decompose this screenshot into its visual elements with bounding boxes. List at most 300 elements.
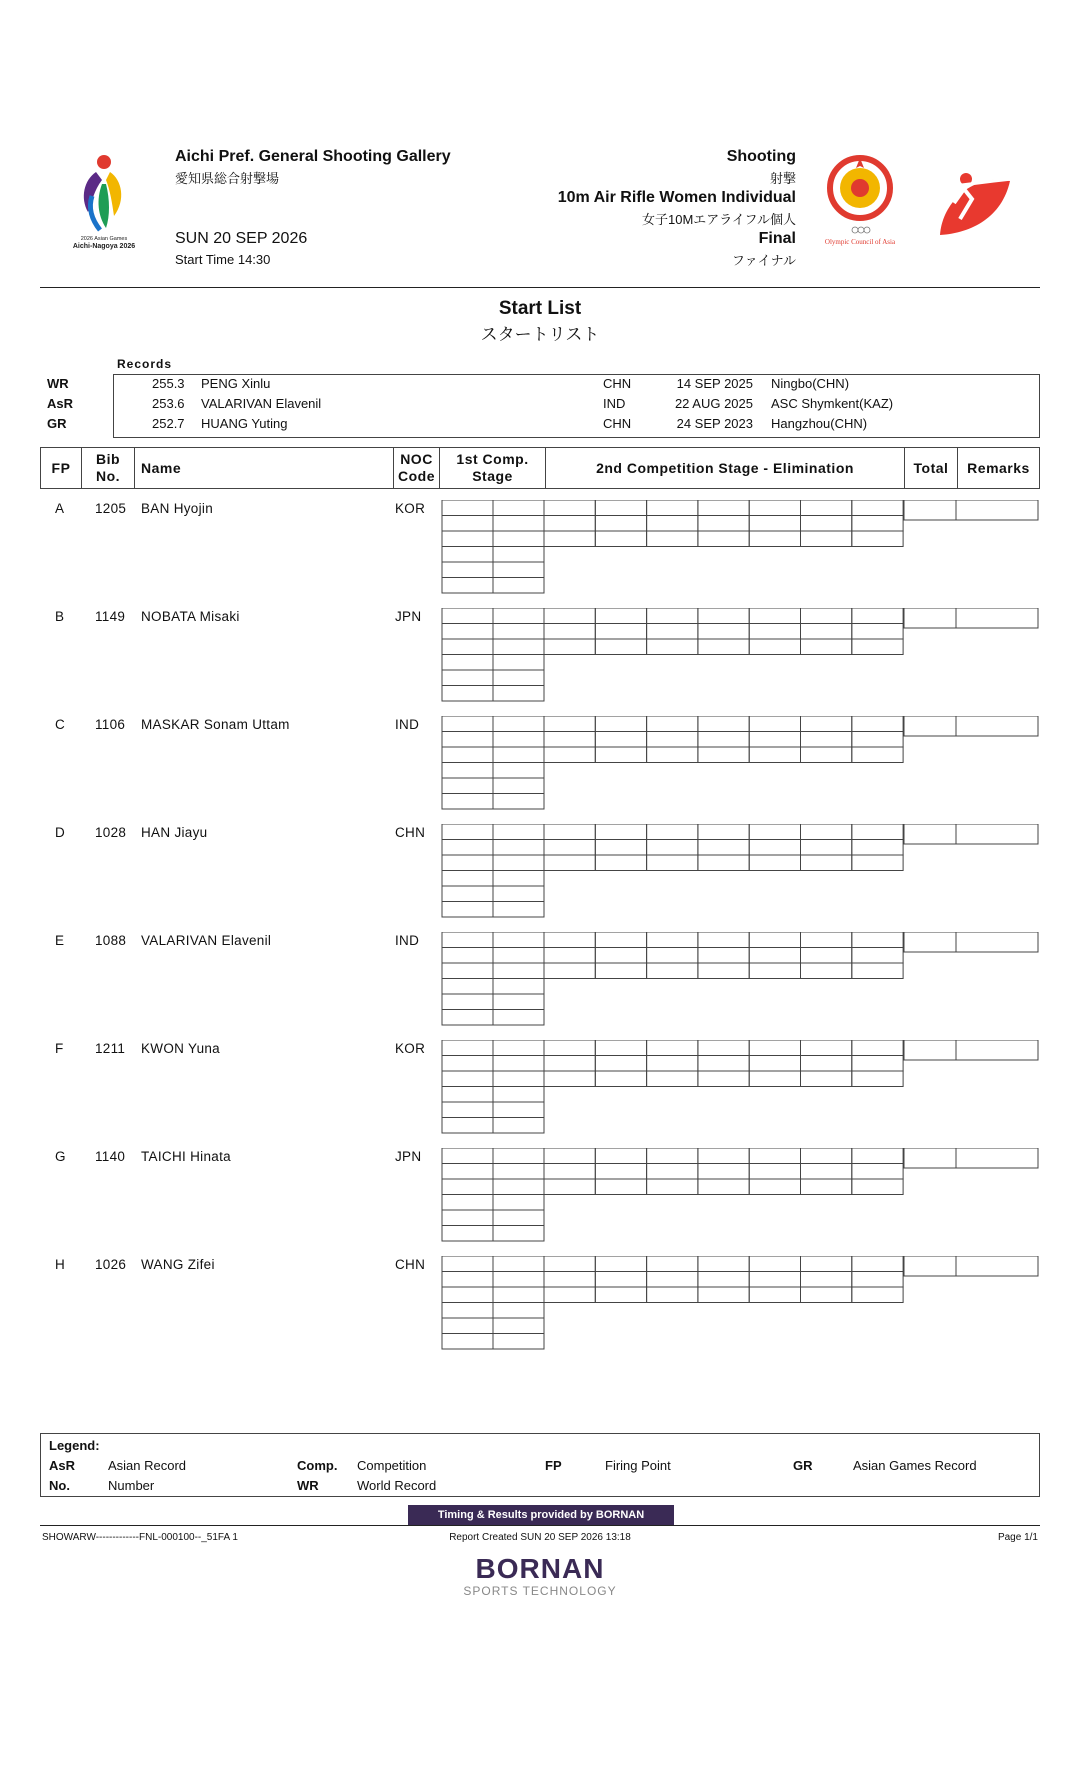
comp1-score-cell (493, 1334, 544, 1350)
record-holder-name: PENG Xinlu (201, 376, 271, 391)
comp2-score-cell (698, 824, 749, 840)
comp1-score-cell (493, 1272, 544, 1288)
event-name: 10m Air Rifle Women Individual (557, 189, 796, 206)
record-type: AsR (47, 396, 74, 411)
legend-code: FP (545, 1458, 562, 1473)
comp2-score-cell (749, 639, 800, 655)
comp2-score-cell (801, 531, 852, 547)
comp1-score-cell (442, 1010, 493, 1026)
comp2-score-cell (595, 516, 646, 532)
comp1-score-cell (442, 547, 493, 563)
record-type: GR (47, 416, 67, 431)
comp1-score-cell (442, 500, 493, 516)
comp2-score-cell (852, 840, 903, 856)
comp2-score-cell (698, 1164, 749, 1180)
comp2-score-cell (647, 1256, 698, 1272)
record-date: 14 SEP 2025 (676, 376, 753, 391)
oca-logo (815, 150, 905, 250)
comp2-score-cell (595, 1071, 646, 1087)
legend-text: World Record (357, 1478, 437, 1493)
comp1-score-cell (442, 639, 493, 655)
comp2-score-cell (852, 963, 903, 979)
record-row (0, 416, 1080, 436)
comp2-score-cell (647, 516, 698, 532)
record-score: 252.7 (152, 416, 185, 431)
score-grid (0, 716, 1080, 816)
comp2-score-cell (647, 732, 698, 748)
firing-point: B (55, 609, 65, 624)
comp1-score-cell (442, 686, 493, 702)
comp2-score-cell (647, 716, 698, 732)
comp1-score-cell (442, 794, 493, 810)
comp1-score-cell (493, 1318, 544, 1334)
comp2-score-cell (544, 747, 595, 763)
venue-name: Aichi Pref. General Shooting Gallery (175, 148, 451, 165)
sport-name: Shooting (726, 148, 796, 165)
comp2-score-cell (698, 1040, 749, 1056)
comp1-score-cell (493, 1179, 544, 1195)
comp2-score-cell (544, 855, 595, 871)
comp1-score-cell (442, 824, 493, 840)
comp1-score-cell (493, 1102, 544, 1118)
comp2-score-cell (852, 531, 903, 547)
noc-code: KOR (395, 1041, 426, 1056)
comp1-score-cell (493, 655, 544, 671)
remarks-cell (956, 824, 1038, 844)
competition-date: SUN 20 SEP 2026 (175, 230, 308, 247)
comp2-score-cell (852, 855, 903, 871)
athlete-row (0, 1040, 1080, 1140)
logo-oca-text: Olympic Council of Asia (824, 238, 896, 246)
comp1-score-cell (442, 840, 493, 856)
legend-code: No. (49, 1478, 70, 1493)
firing-point: D (55, 825, 66, 840)
comp2-score-cell (544, 1256, 595, 1272)
legend-text: Asian Games Record (853, 1458, 977, 1473)
comp2-score-cell (749, 1272, 800, 1288)
comp1-score-cell (442, 932, 493, 948)
comp2-score-cell (749, 608, 800, 624)
comp2-score-cell (801, 732, 852, 748)
comp1-score-cell (493, 1195, 544, 1211)
comp2-score-cell (749, 1040, 800, 1056)
comp2-score-cell (749, 716, 800, 732)
col-fp: FP (41, 448, 82, 488)
comp2-score-cell (698, 639, 749, 655)
comp2-score-cell (647, 932, 698, 948)
comp2-score-cell (749, 1056, 800, 1072)
col-remarks: Remarks (967, 459, 1030, 476)
comp1-score-cell (442, 655, 493, 671)
comp1-score-cell (493, 1226, 544, 1242)
comp2-score-cell (749, 948, 800, 964)
comp2-score-cell (801, 855, 852, 871)
legend-text: Firing Point (605, 1458, 671, 1473)
comp2-score-cell (801, 1256, 852, 1272)
comp2-score-cell (595, 732, 646, 748)
comp2-score-cell (801, 1164, 852, 1180)
score-grid (0, 824, 1080, 924)
comp1-score-cell (493, 500, 544, 516)
comp2-score-cell (544, 716, 595, 732)
comp1-score-cell (442, 670, 493, 686)
comp2-score-cell (595, 932, 646, 948)
comp2-score-cell (544, 1040, 595, 1056)
record-noc: CHN (603, 416, 632, 431)
comp2-score-cell (801, 824, 852, 840)
total-cell (904, 1148, 956, 1168)
comp1-score-cell (493, 1303, 544, 1319)
total-cell (904, 1256, 956, 1276)
comp2-score-cell (852, 624, 903, 640)
comp2-score-cell (698, 963, 749, 979)
comp2-score-cell (801, 624, 852, 640)
bib-number: 1149 (95, 609, 126, 624)
comp1-score-cell (442, 1334, 493, 1350)
col-comp2: 2nd Competition Stage - Elimination (546, 448, 905, 488)
comp2-score-cell (852, 1071, 903, 1087)
comp1-score-cell (442, 855, 493, 871)
comp2-score-cell (595, 624, 646, 640)
comp1-score-cell (442, 886, 493, 902)
record-place: Hangzhou(CHN) (771, 416, 868, 431)
score-grid (0, 932, 1080, 1032)
comp2-score-cell (852, 1164, 903, 1180)
comp2-score-cell (544, 732, 595, 748)
comp1-score-cell (493, 1087, 544, 1103)
legend-text: Competition (357, 1458, 427, 1473)
legend-code: GR (793, 1458, 813, 1473)
col-name: Name (135, 448, 394, 488)
comp1-score-cell (493, 639, 544, 655)
score-grid (0, 1148, 1080, 1248)
bib-number: 1205 (95, 501, 127, 516)
total-cell (904, 608, 956, 628)
athlete-row (0, 608, 1080, 708)
col-total: Total (905, 448, 958, 488)
comp2-score-cell (852, 948, 903, 964)
col-noc: NOC Code (394, 448, 440, 488)
start-time: Start Time 14:30 (175, 252, 271, 267)
comp1-score-cell (442, 1118, 493, 1134)
comp1-score-cell (493, 578, 544, 594)
legend-text: Number (108, 1478, 155, 1493)
comp1-score-cell (493, 716, 544, 732)
comp2-score-cell (801, 1056, 852, 1072)
comp1-score-cell (493, 1040, 544, 1056)
comp2-score-cell (749, 747, 800, 763)
comp2-score-cell (595, 1148, 646, 1164)
comp1-score-cell (442, 871, 493, 887)
total-cell (904, 500, 956, 520)
comp2-score-cell (698, 747, 749, 763)
comp2-score-cell (595, 1164, 646, 1180)
comp2-score-cell (852, 747, 903, 763)
comp2-score-cell (801, 1071, 852, 1087)
legend-code: Comp. (297, 1458, 338, 1473)
comp2-score-cell (544, 1164, 595, 1180)
comp2-score-cell (749, 732, 800, 748)
bib-number: 1140 (95, 1149, 126, 1164)
comp2-score-cell (852, 1272, 903, 1288)
comp2-score-cell (544, 1287, 595, 1303)
comp1-score-cell (493, 624, 544, 640)
comp1-score-cell (442, 1179, 493, 1195)
comp2-score-cell (544, 948, 595, 964)
comp2-score-cell (647, 624, 698, 640)
provider-bar: Timing & Results provided by BORNAN (408, 1505, 674, 1525)
comp1-score-cell (493, 763, 544, 779)
comp2-score-cell (647, 963, 698, 979)
record-score: 253.6 (152, 396, 185, 411)
comp2-score-cell (647, 1040, 698, 1056)
total-cell (904, 716, 956, 736)
comp2-score-cell (595, 531, 646, 547)
comp1-score-cell (442, 562, 493, 578)
comp2-score-cell (698, 531, 749, 547)
record-type: WR (47, 376, 69, 391)
record-holder-name: VALARIVAN Elavenil (201, 396, 322, 411)
event-name-jp: 女子10Mエアライフル個人 (642, 212, 796, 227)
comp1-score-cell (493, 686, 544, 702)
noc-code: IND (395, 717, 420, 732)
comp1-score-cell (442, 1195, 493, 1211)
comp2-score-cell (698, 840, 749, 856)
comp2-score-cell (698, 1179, 749, 1195)
comp2-score-cell (595, 963, 646, 979)
remarks-cell (956, 1256, 1038, 1276)
comp2-score-cell (595, 1179, 646, 1195)
remarks-cell (956, 500, 1038, 520)
comp2-score-cell (595, 824, 646, 840)
comp1-score-cell (442, 994, 493, 1010)
athlete-name: TAICHI Hinata (141, 1149, 231, 1164)
comp2-score-cell (544, 516, 595, 532)
comp1-score-cell (442, 1256, 493, 1272)
comp2-score-cell (749, 1256, 800, 1272)
record-holder-name: HUANG Yuting (201, 416, 288, 431)
comp2-score-cell (801, 963, 852, 979)
comp1-score-cell (442, 531, 493, 547)
comp2-score-cell (698, 1071, 749, 1087)
comp1-score-cell (442, 1087, 493, 1103)
comp2-score-cell (544, 1272, 595, 1288)
noc-code: CHN (395, 1257, 426, 1272)
comp2-score-cell (595, 1056, 646, 1072)
athlete-name: KWON Yuna (141, 1041, 220, 1056)
comp2-score-cell (647, 1056, 698, 1072)
comp2-score-cell (698, 1287, 749, 1303)
comp1-score-cell (442, 902, 493, 918)
comp1-score-cell (442, 578, 493, 594)
comp1-score-cell (442, 1303, 493, 1319)
noc-code: CHN (395, 825, 426, 840)
comp1-score-cell (442, 516, 493, 532)
comp2-score-cell (749, 624, 800, 640)
comp1-score-cell (442, 1056, 493, 1072)
record-noc: CHN (603, 376, 632, 391)
comp2-score-cell (749, 500, 800, 516)
comp1-score-cell (493, 855, 544, 871)
comp1-score-cell (493, 948, 544, 964)
athlete-name: MASKAR Sonam Uttam (141, 717, 290, 732)
comp2-score-cell (749, 840, 800, 856)
phase-name-jp: ファイナル (731, 253, 796, 268)
score-grid (0, 608, 1080, 708)
record-row (0, 376, 1080, 396)
report-created: Report Created SUN 20 SEP 2026 13:18 (449, 1532, 631, 1543)
comp2-score-cell (595, 500, 646, 516)
footer-divider (40, 1525, 1040, 1526)
header-divider (40, 287, 1040, 288)
comp1-score-cell (493, 531, 544, 547)
firing-point: A (55, 501, 65, 516)
record-noc: IND (603, 396, 626, 411)
comp2-score-cell (801, 1179, 852, 1195)
comp2-score-cell (801, 932, 852, 948)
comp2-score-cell (647, 1164, 698, 1180)
comp2-score-cell (595, 1040, 646, 1056)
comp2-score-cell (801, 840, 852, 856)
comp1-score-cell (442, 963, 493, 979)
remarks-cell (956, 1148, 1038, 1168)
comp2-score-cell (801, 1148, 852, 1164)
comp1-score-cell (493, 608, 544, 624)
comp2-score-cell (801, 516, 852, 532)
comp2-score-cell (544, 1148, 595, 1164)
comp2-score-cell (852, 1256, 903, 1272)
comp2-score-cell (698, 1148, 749, 1164)
comp1-score-cell (493, 979, 544, 995)
comp1-score-cell (493, 994, 544, 1010)
comp1-score-cell (493, 871, 544, 887)
comp2-score-cell (595, 855, 646, 871)
comp1-score-cell (493, 1210, 544, 1226)
bornan-tagline: SPORTS TECHNOLOGY (463, 1584, 617, 1598)
record-date: 22 AUG 2025 (674, 396, 753, 411)
comp1-score-cell (493, 1164, 544, 1180)
comp2-score-cell (544, 840, 595, 856)
comp2-score-cell (749, 1287, 800, 1303)
athlete-row (0, 716, 1080, 816)
comp2-score-cell (647, 500, 698, 516)
comp1-score-cell (493, 1056, 544, 1072)
comp2-score-cell (698, 732, 749, 748)
firing-point: F (55, 1041, 64, 1056)
logo-games-text-1: 2026 Asian Games (80, 236, 128, 242)
comp2-score-cell (595, 747, 646, 763)
athlete-name: BAN Hyojin (141, 501, 214, 516)
comp2-score-cell (749, 963, 800, 979)
comp2-score-cell (852, 932, 903, 948)
comp2-score-cell (749, 824, 800, 840)
comp2-score-cell (801, 639, 852, 655)
noc-code: IND (395, 933, 420, 948)
comp2-score-cell (647, 855, 698, 871)
comp2-score-cell (852, 1148, 903, 1164)
comp2-score-cell (852, 516, 903, 532)
comp2-score-cell (647, 824, 698, 840)
comp2-score-cell (595, 840, 646, 856)
comp2-score-cell (801, 747, 852, 763)
comp1-score-cell (493, 824, 544, 840)
asian-games-logo (66, 150, 144, 250)
comp1-score-cell (442, 716, 493, 732)
legend-box (40, 1433, 1040, 1497)
comp2-score-cell (749, 1148, 800, 1164)
comp2-score-cell (647, 639, 698, 655)
comp2-score-cell (647, 747, 698, 763)
athlete-row (0, 1256, 1080, 1356)
comp1-score-cell (442, 778, 493, 794)
comp1-score-cell (442, 763, 493, 779)
athlete-row (0, 500, 1080, 600)
comp1-score-cell (442, 1040, 493, 1056)
comp2-score-cell (852, 639, 903, 655)
comp2-score-cell (544, 531, 595, 547)
comp2-score-cell (852, 732, 903, 748)
doc-code: SHOWARW-------------FNL-000100--_51FA 1 (42, 1532, 238, 1543)
record-place: ASC Shymkent(KAZ) (771, 396, 894, 411)
comp2-score-cell (595, 639, 646, 655)
athlete-row (0, 824, 1080, 924)
comp2-score-cell (647, 840, 698, 856)
comp1-score-cell (442, 1102, 493, 1118)
athlete-name: WANG Zifei (141, 1257, 215, 1272)
comp2-score-cell (698, 1272, 749, 1288)
bib-number: 1026 (95, 1257, 127, 1272)
comp1-score-cell (493, 516, 544, 532)
firing-point: C (55, 717, 66, 732)
comp1-score-cell (442, 1272, 493, 1288)
comp2-score-cell (647, 948, 698, 964)
athlete-row (0, 932, 1080, 1032)
comp1-score-cell (442, 1287, 493, 1303)
comp2-score-cell (595, 1272, 646, 1288)
comp1-score-cell (442, 747, 493, 763)
logo-games-text-2: Aichi-Nagoya 2026 (72, 243, 136, 250)
comp2-score-cell (595, 608, 646, 624)
noc-code: JPN (395, 1149, 422, 1164)
comp2-score-cell (698, 1056, 749, 1072)
comp1-score-cell (493, 902, 544, 918)
comp2-score-cell (852, 1056, 903, 1072)
comp2-score-cell (544, 932, 595, 948)
record-date: 24 SEP 2023 (676, 416, 753, 431)
comp2-score-cell (544, 639, 595, 655)
comp1-score-cell (442, 1318, 493, 1334)
record-row (0, 396, 1080, 416)
comp1-score-cell (493, 732, 544, 748)
comp2-score-cell (647, 608, 698, 624)
comp1-score-cell (493, 778, 544, 794)
comp2-score-cell (698, 1256, 749, 1272)
shooting-pictogram-icon (932, 163, 1018, 237)
comp2-score-cell (647, 1272, 698, 1288)
remarks-cell (956, 608, 1038, 628)
comp1-score-cell (442, 732, 493, 748)
legend-text: Asian Record (108, 1458, 187, 1473)
comp2-score-cell (749, 1071, 800, 1087)
comp2-score-cell (698, 716, 749, 732)
score-grid (0, 1040, 1080, 1140)
start-list-table-header (40, 447, 1040, 489)
comp2-score-cell (801, 500, 852, 516)
sport-name-jp: 射撃 (769, 171, 796, 186)
comp2-score-cell (749, 1179, 800, 1195)
noc-code: KOR (395, 501, 426, 516)
comp1-score-cell (442, 624, 493, 640)
